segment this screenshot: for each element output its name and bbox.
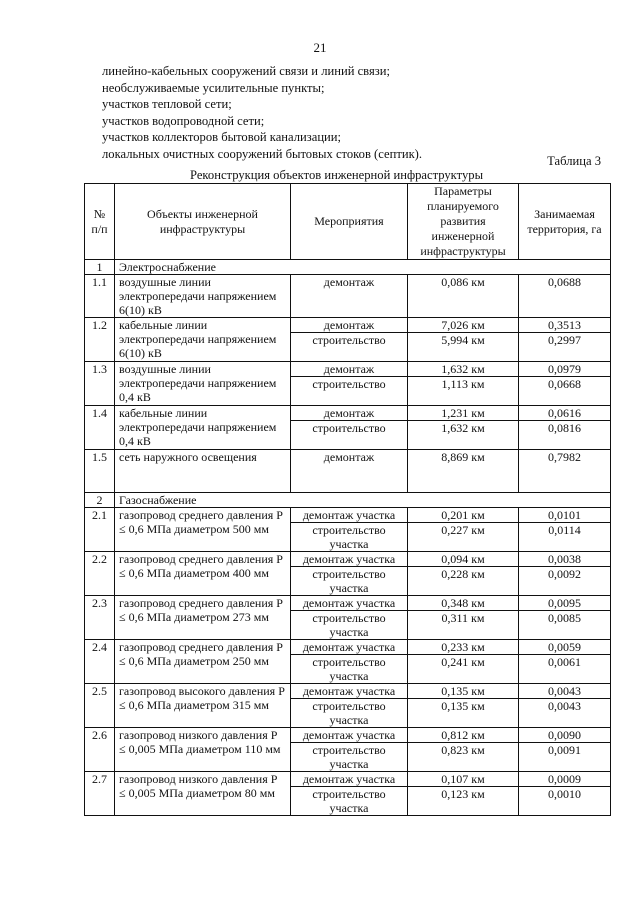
item-name: кабельные линии электропередачи напряжением 6(10) кВ [115,318,291,362]
item-area: 0,0043 [519,684,611,699]
item-number: 2.4 [85,640,115,684]
table-row [85,772,611,787]
item-number: 2.1 [85,508,115,552]
item-area: 0,0010 [519,787,611,816]
item-param: 8,869 км [408,450,519,493]
item-area: 0,0979 [519,362,611,377]
item-area: 0,3513 [519,318,611,333]
item-action: строительство [291,421,408,450]
item-number: 2.3 [85,596,115,640]
item-action: строительство участка [291,787,408,816]
item-area: 0,0061 [519,655,611,684]
item-action: строительство участка [291,567,408,596]
intro-line: участков тепловой сети; [102,97,232,112]
item-area: 0,0085 [519,611,611,640]
item-area: 0,0688 [519,275,611,318]
item-area: 0,0043 [519,699,611,728]
table-caption: Реконструкция объектов инженерной инфраструктуры [190,168,484,182]
item-action: строительство участка [291,611,408,640]
intro-line: участков коллекторов бытовой канализации; [102,130,342,145]
item-action: строительство участка [291,743,408,772]
item-param: 0,107 км [408,772,519,787]
item-name: кабельные линии электропередачи напряжением 0,4 кВ [115,406,291,450]
item-param: 1,632 км [408,421,519,450]
item-action: демонтаж [291,450,408,493]
item-action: демонтаж участка [291,596,408,611]
item-number: 2.5 [85,684,115,728]
infrastructure-table [84,183,611,816]
table-row [85,362,611,377]
header-action: Мероприятия [291,184,408,260]
item-action: демонтаж участка [291,772,408,787]
item-area: 0,2997 [519,333,611,362]
item-param: 0,823 км [408,743,519,772]
item-param: 0,241 км [408,655,519,684]
item-param: 1,113 км [408,377,519,406]
item-number: 1.1 [85,275,115,318]
item-param: 0,233 км [408,640,519,655]
item-param: 1,632 км [408,362,519,377]
item-area: 0,7982 [519,450,611,493]
item-param: 0,201 км [408,508,519,523]
item-number: 1.4 [85,406,115,450]
item-name: газопровод низкого давления P ≤ 0,005 МПа диаметром 80 мм [115,772,291,816]
item-name: газопровод среднего давления P ≤ 0,6 МПа диаметром 250 мм [115,640,291,684]
section-title: Газоснабжение [115,493,611,508]
item-action: демонтаж [291,318,408,333]
item-param: 0,228 км [408,567,519,596]
item-area: 0,0059 [519,640,611,655]
table-row [85,640,611,655]
item-action: строительство участка [291,655,408,684]
item-number: 2.6 [85,728,115,772]
intro-line: локальных очистных сооружений бытовых стоков (септик). [102,146,423,161]
item-action: строительство [291,333,408,362]
item-name: газопровод среднего давления P ≤ 0,6 МПа диаметром 500 мм [115,508,291,552]
item-name: сеть наружного освещения [115,450,291,493]
item-area: 0,0038 [519,552,611,567]
header-params: Параметры планируемого развития инженерной инфраструктуры [408,184,519,260]
intro-line: необслуживаемые усилительные пункты; [102,80,325,95]
item-name: газопровод низкого давления P ≤ 0,005 МПа диаметром 110 мм [115,728,291,772]
item-number: 1.3 [85,362,115,406]
item-param: 0,123 км [408,787,519,816]
table-row [85,508,611,523]
item-action: строительство [291,377,408,406]
item-area: 0,0009 [519,772,611,787]
item-action: демонтаж участка [291,552,408,567]
item-area: 0,0816 [519,421,611,450]
section-row [85,260,611,275]
table-header-row [85,184,611,260]
item-area: 0,0091 [519,743,611,772]
item-number: 2.2 [85,552,115,596]
table-label: Таблица 3 [547,154,601,168]
item-action: демонтаж участка [291,640,408,655]
item-area: 0,0090 [519,728,611,743]
item-action: демонтаж [291,406,408,421]
item-name: газопровод среднего давления P ≤ 0,6 МПа диаметром 400 мм [115,552,291,596]
section-number: 1 [85,260,115,275]
table-row [85,450,611,493]
item-action: строительство участка [291,523,408,552]
item-number: 1.2 [85,318,115,362]
item-action: демонтаж участка [291,728,408,743]
table-row [85,406,611,421]
intro-list [102,63,582,163]
item-param: 0,135 км [408,684,519,699]
item-area: 0,0095 [519,596,611,611]
item-name: газопровод высокого давления P ≤ 0,6 МПа диаметром 315 мм [115,684,291,728]
table-row [85,684,611,699]
item-action: демонтаж участка [291,508,408,523]
item-area: 0,0114 [519,523,611,552]
table-row [85,596,611,611]
item-area: 0,0092 [519,567,611,596]
page-number: 21 [313,40,327,55]
item-param: 0,311 км [408,611,519,640]
item-name: воздушные линии электропередачи напряжением 0,4 кВ [115,362,291,406]
item-param: 0,227 км [408,523,519,552]
intro-line: линейно-кабельных сооружений связи и линий связи; [102,64,390,78]
item-area: 0,0101 [519,508,611,523]
section-number: 2 [85,493,115,508]
item-number: 1.5 [85,450,115,493]
item-param: 7,026 км [408,318,519,333]
section-row [85,493,611,508]
intro-line: участков водопроводной сети; [102,113,265,128]
item-param: 0,086 км [408,275,519,318]
item-name: воздушные линии электропередачи напряжением 6(10) кВ [115,275,291,318]
item-number: 2.7 [85,772,115,816]
item-param: 0,135 км [408,699,519,728]
item-param: 0,812 км [408,728,519,743]
item-area: 0,0616 [519,406,611,421]
header-object: Объекты инженерной инфраструктуры [115,184,291,260]
item-action: демонтаж [291,362,408,377]
item-param: 0,348 км [408,596,519,611]
section-title: Электроснабжение [115,260,611,275]
header-territory: Занимаемая территория, га [519,184,611,260]
item-action: демонтаж участка [291,684,408,699]
table-row [85,318,611,333]
item-param: 5,994 км [408,333,519,362]
table-body [85,260,611,816]
item-action: демонтаж [291,275,408,318]
item-param: 1,231 км [408,406,519,421]
table-row [85,728,611,743]
item-name: газопровод среднего давления P ≤ 0,6 МПа диаметром 273 мм [115,596,291,640]
table-row [85,552,611,567]
table-row [85,275,611,318]
header-num: № п/п [85,184,115,260]
item-action: строительство участка [291,699,408,728]
item-area: 0,0668 [519,377,611,406]
item-param: 0,094 км [408,552,519,567]
